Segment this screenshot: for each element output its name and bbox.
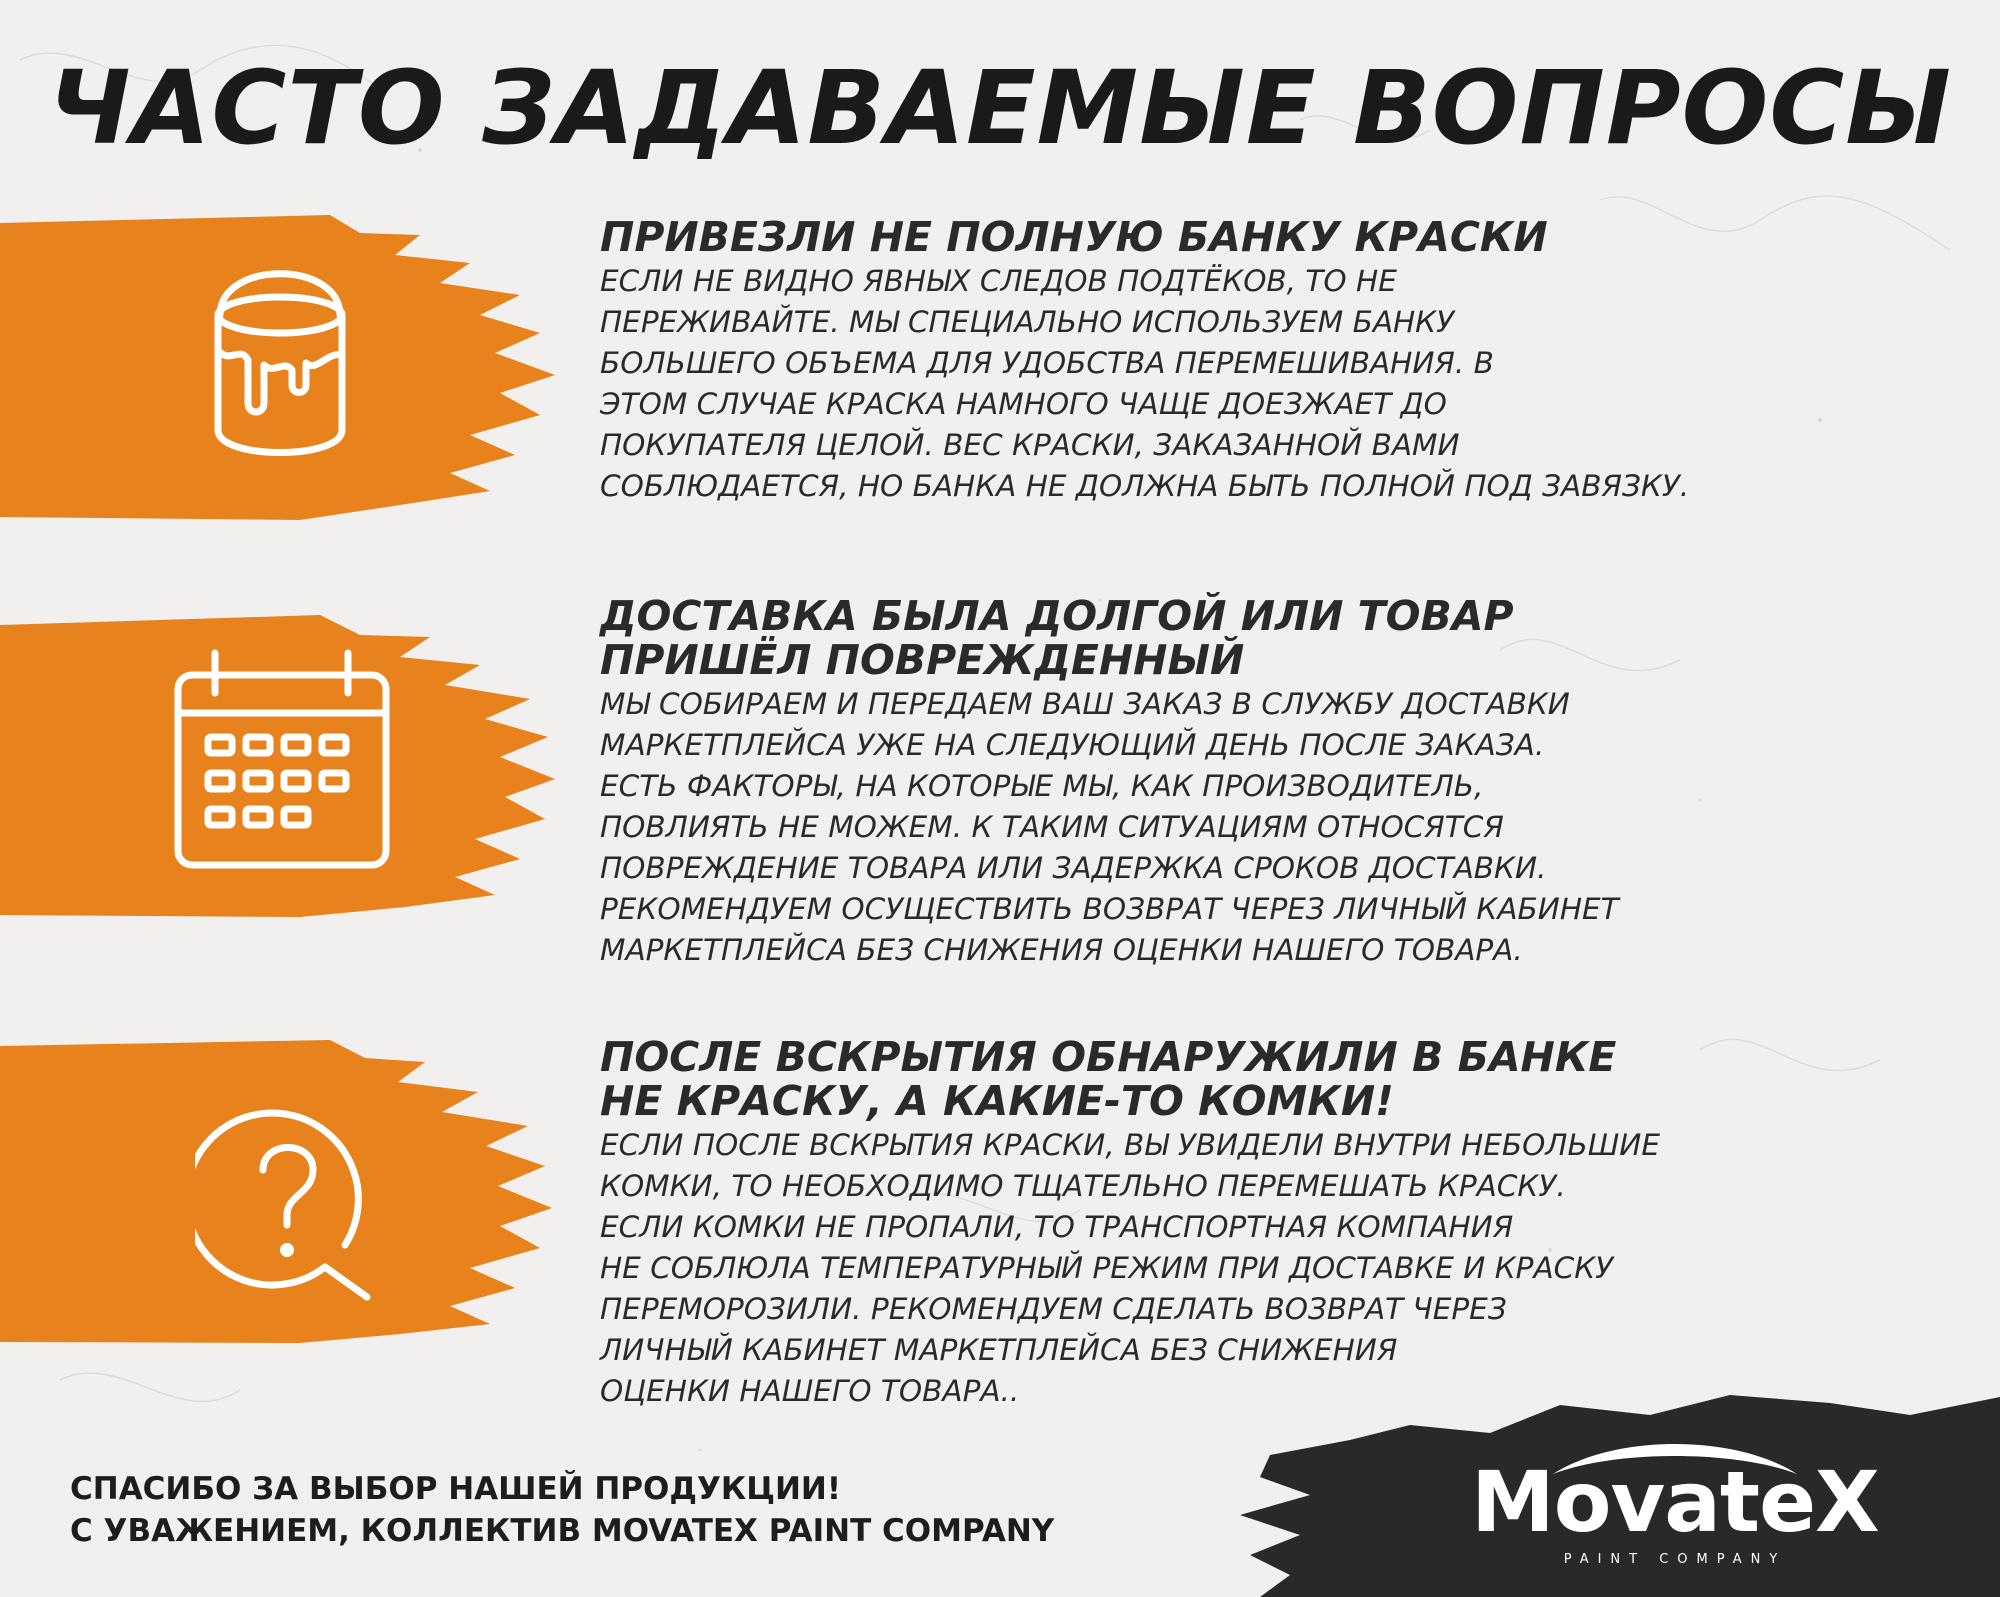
faq-answer-3 [600,1125,1980,1412]
question-line: ПОСЛЕ ВСКРЫТИЯ ОБНАРУЖИЛИ В БАНКЕ [600,1033,1617,1081]
answer-line: НЕ СОБЛЮЛА ТЕМПЕРАТУРНЫЙ РЕЖИМ ПРИ ДОСТАВКЕ И КРАСКУ [600,1251,1614,1285]
answer-line: ЕСЛИ НЕ ВИДНО ЯВНЫХ СЛЕДОВ ПОДТЁКОВ, ТО НЕ [600,264,1397,298]
paint-bucket-icon [200,255,360,465]
answer-line: ПОВЛИЯТЬ НЕ МОЖЕМ. К ТАКИМ СИТУАЦИЯМ ОТНОСЯТСЯ [600,810,1504,844]
answer-line: МЫ СОБИРАЕМ И ПЕРЕДАЕМ ВАШ ЗАКАЗ В СЛУЖБУ ДОСТАВКИ [600,687,1570,721]
faq-question-3 [600,1035,1980,1123]
question-line: НЕ КРАСКУ, А КАКИЕ-ТО КОМКИ! [600,1077,1394,1125]
question-bubble-icon [195,1095,385,1305]
page-title: ЧАСТО ЗАДАВАЕМЫЕ ВОПРОСЫ [48,49,1952,168]
logo-wordmark: MovateX [1471,1453,1879,1551]
answer-line: ЭТОМ СЛУЧАЕ КРАСКА НАМНОГО ЧАЩЕ ДОЕЗЖАЕТ ДО [600,387,1447,421]
answer-line: ОЦЕНКИ НАШЕГО ТОВАРА.. [600,1374,1020,1408]
answer-line: ЕСЛИ ПОСЛЕ ВСКРЫТИЯ КРАСКИ, ВЫ УВИДЕЛИ ВНУТРИ НЕБОЛЬШИЕ [600,1128,1660,1162]
question-line: ДОСТАВКА БЫЛА ДОЛГОЙ ИЛИ ТОВАР [600,592,1514,640]
faq-answer-2 [600,684,1980,971]
faq-question-2 [600,594,1980,682]
answer-line: МАРКЕТПЛЕЙСА БЕЗ СНИЖЕНИЯ ОЦЕНКИ НАШЕГО ТОВАРА. [600,933,1523,967]
answer-line: ПЕРЕМОРОЗИЛИ. РЕКОМЕНДУЕМ СДЕЛАТЬ ВОЗВРАТ ЧЕРЕЗ [600,1292,1507,1326]
answer-line: МАРКЕТПЛЕЙСА УЖЕ НА СЛЕДУЮЩИЙ ДЕНЬ ПОСЛЕ ЗАКАЗА. [600,728,1545,762]
faq-item-1 [600,215,1980,507]
movatex-logo [1455,1440,1895,1590]
question-line: ПРИШЁЛ ПОВРЕЖДЕННЫЙ [600,636,1245,684]
answer-line: БОЛЬШЕГО ОБЪЕМА ДЛЯ УДОБСТВА ПЕРЕМЕШИВАНИЯ. В [600,346,1494,380]
answer-line: ЕСЛИ КОМКИ НЕ ПРОПАЛИ, ТО ТРАНСПОРТНАЯ КОМПАНИЯ [600,1210,1514,1244]
thanks-line-1: СПАСИБО ЗА ВЫБОР НАШЕЙ ПРОДУКЦИИ! [70,1471,842,1507]
answer-line: ПОКУПАТЕЛЯ ЦЕЛОЙ. ВЕС КРАСКИ, ЗАКАЗАННОЙ ВАМИ [600,428,1460,462]
answer-line: РЕКОМЕНДУЕМ ОСУЩЕСТВИТЬ ВОЗВРАТ ЧЕРЕЗ ЛИЧНЫЙ КАБИНЕТ [600,892,1619,926]
answer-line: ПЕРЕЖИВАЙТЕ. МЫ СПЕЦИАЛЬНО ИСПОЛЬЗУЕМ БАНКУ [600,305,1455,339]
faq-item-2 [600,594,1980,971]
answer-line: ЛИЧНЫЙ КАБИНЕТ МАРКЕТПЛЕЙСА БЕЗ СНИЖЕНИЯ [600,1333,1398,1367]
answer-line: ЕСТЬ ФАКТОРЫ, НА КОТОРЫЕ МЫ, КАК ПРОИЗВОДИТЕЛЬ, [600,769,1484,803]
logo-subtitle: PAINT COMPANY [1563,1552,1787,1567]
answer-line: КОМКИ, ТО НЕОБХОДИМО ТЩАТЕЛЬНО ПЕРЕМЕШАТЬ КРАСКУ. [600,1169,1566,1203]
thanks-line-2: С УВАЖЕНИЕМ, КОЛЛЕКТИВ MOVATEX PAINT COMPANY [70,1513,1055,1549]
faq-question-1: ПРИВЕЗЛИ НЕ ПОЛНУЮ БАНКУ КРАСКИ [600,213,1548,261]
answer-line: ПОВРЕЖДЕНИЕ ТОВАРА ИЛИ ЗАДЕРЖКА СРОКОВ ДОСТАВКИ. [600,851,1547,885]
faq-answer-1 [600,261,1980,507]
answer-line: СОБЛЮДАЕТСЯ, НО БАНКА НЕ ДОЛЖНА БЫТЬ ПОЛНОЙ ПОД ЗАВЯЗКУ. [600,469,1690,503]
thanks-message [70,1468,1054,1552]
faq-item-3 [600,1035,1980,1412]
calendar-icon [170,645,395,875]
